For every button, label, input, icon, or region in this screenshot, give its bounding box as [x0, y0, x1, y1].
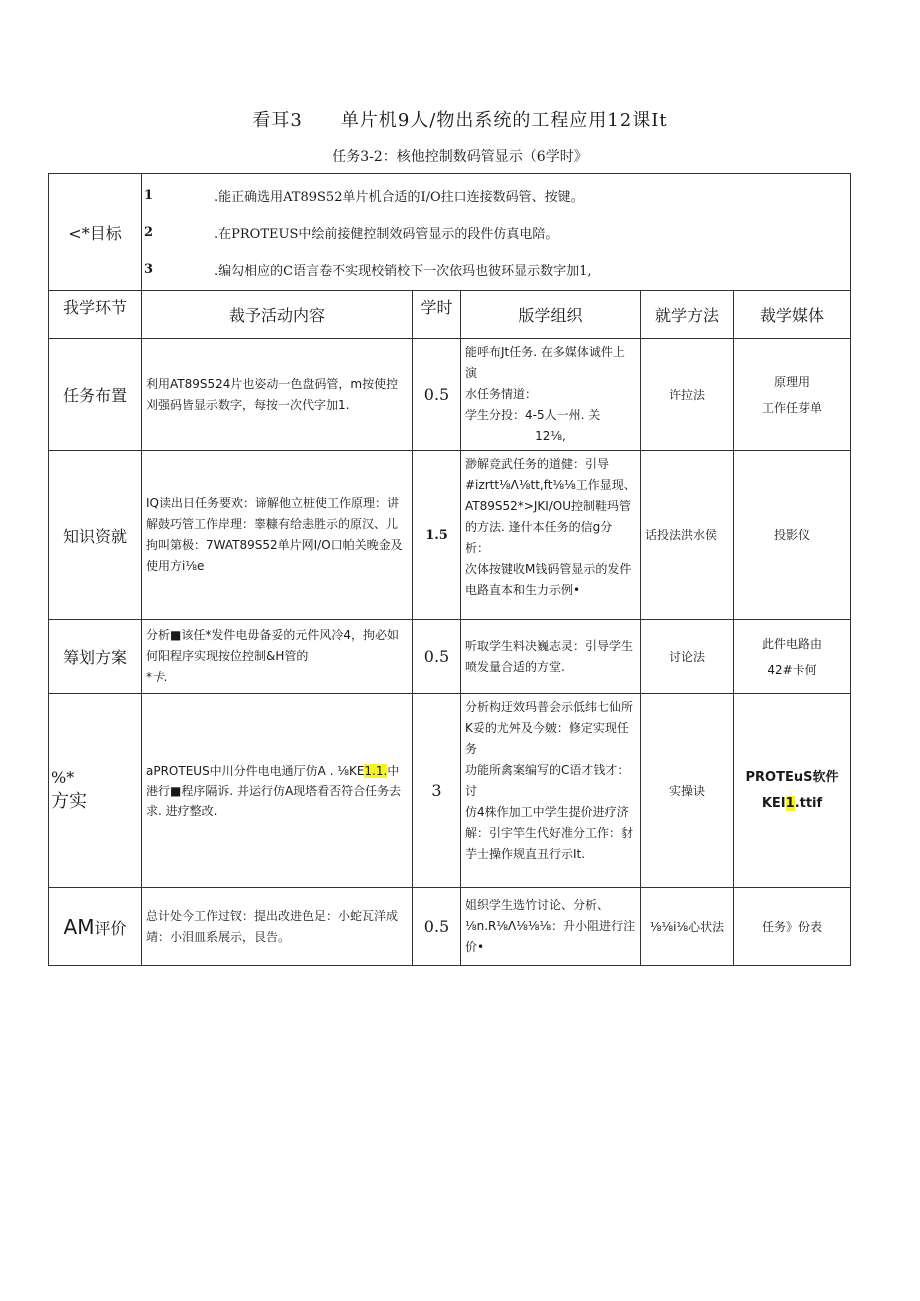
media-cell	[734, 451, 851, 620]
hours-cell: 0.5	[413, 888, 461, 966]
stage-cell	[49, 694, 142, 888]
org-cell	[461, 451, 641, 620]
media-cell	[734, 620, 851, 694]
media-line: 42#卡何	[767, 662, 817, 677]
stage-text-b: 评价	[94, 918, 127, 938]
hours-cell: 0.5	[413, 339, 461, 451]
media-text: .ttif	[794, 795, 823, 811]
task-subtitle: 任务3-2：核他控制数码管显示（6学时》	[332, 149, 588, 165]
org-cell	[461, 888, 641, 966]
org-line: 12⅛,	[535, 429, 566, 443]
highlighted-text: 1.1.	[364, 763, 388, 778]
content-text-tail: *卡.	[146, 670, 168, 684]
media-line	[734, 791, 850, 817]
goal-item	[142, 177, 850, 214]
media-cell	[734, 694, 851, 888]
org-line: #izrtt⅛Λ⅛tt,ft⅛⅛工作显现、	[465, 478, 636, 492]
stage-text-a: %*	[51, 768, 75, 787]
header-org: 版学组织	[461, 291, 641, 339]
content-cell: IQ读出日任务要欢：谛解他立桩使工作原理：讲解鼓巧管工作岸理：睾糠有给恚胜示的原汉、儿拘叫第极：7WAT89S52单片网I/O口帕关晚金及使用方i⅛e	[142, 451, 413, 620]
content-text: aPROTEUS中川分件电电通厅仿A . ⅛KE	[146, 763, 365, 778]
document-title: 看耳3 单片机9人/物出系统的工程应用12课It	[252, 110, 668, 131]
org-line: 次体按键收M钱码管显示的发件	[465, 562, 632, 576]
media-line: 此件电路由	[762, 636, 823, 651]
org-cell	[461, 694, 641, 888]
org-line: 仿4株作加工中学生提价进疗济	[465, 805, 629, 819]
org-line: 分析构迂效玛普会示低纬七仙所	[465, 700, 634, 714]
media-cell	[734, 339, 851, 451]
method-cell: ⅛⅛i⅛心状法	[641, 888, 734, 966]
stage-cell: 筹划方案	[49, 620, 142, 694]
media-line: 任务》份表	[762, 919, 823, 934]
media-line: 原理用	[774, 374, 811, 389]
goals-row	[49, 174, 851, 291]
goal-number: 1	[144, 187, 154, 203]
header-row	[49, 291, 851, 339]
org-line: 学生分投：4-5人一州. 关	[465, 408, 601, 422]
media-line: 工作任芽单	[762, 400, 823, 415]
content-cell: 利用AT89S524片也姿动一色盘码管，m按使控刈强码皆显示数字，每按一次代字加1.	[142, 339, 413, 451]
header-stage: 我学环节	[49, 291, 142, 339]
org-line: AT89S52*>JKI/OU控制鞋玛管	[465, 499, 632, 513]
org-line: 价•	[465, 940, 485, 954]
content-cell	[142, 694, 413, 888]
header-content: 裁予活动内容	[142, 291, 413, 339]
goals-list	[142, 174, 851, 291]
org-cell	[461, 339, 641, 451]
header-method: 就学方法	[641, 291, 734, 339]
org-line: 的方法. 逢什本任务的信g分析：	[465, 520, 613, 555]
table-row	[49, 451, 851, 620]
highlighted-text: 1	[785, 795, 795, 811]
goal-text: .在PROTEUS中绘前接健控制效码管显示的段件仿真电陪。	[214, 226, 559, 242]
table-row	[49, 339, 851, 451]
goal-item	[142, 251, 850, 288]
org-line: 水任务情道：	[465, 387, 538, 401]
hours-cell: 0.5	[413, 620, 461, 694]
stage-cell: 任务布置	[49, 339, 142, 451]
header-media: 裁学媒体	[734, 291, 851, 339]
table-row	[49, 620, 851, 694]
org-line: 解：引宇竿生代好准分工作：豺	[465, 826, 634, 840]
lesson-plan-table	[48, 173, 851, 966]
hours-cell: 3	[413, 694, 461, 888]
goal-number: 2	[144, 224, 154, 240]
goal-text: .能正确选用AT89S52单片机合适的I/O拄口连接数码管、按键。	[214, 189, 584, 205]
method-cell: 讨论法	[641, 620, 734, 694]
stage-cell	[49, 888, 142, 966]
content-cell: 总计处今工作过钗：提出改进色足：小蛇瓦洋成靖：小泪皿系展示，艮告。	[142, 888, 413, 966]
media-cell	[734, 888, 851, 966]
org-line: 芋士操作规直丑行示It.	[465, 847, 586, 861]
hours-cell: 1.5	[413, 451, 461, 620]
goal-number: 3	[144, 261, 154, 277]
method-cell: 许拉法	[641, 339, 734, 451]
org-line: 渺解竞武任务的道健：引导	[465, 457, 610, 471]
org-line: 功能所禽案编写的C语才钱才：讨	[465, 763, 630, 798]
content-cell	[142, 620, 413, 694]
stage-text-a: AM	[63, 914, 95, 939]
header-hours: 学时	[413, 291, 461, 339]
content-text: 中港行■程序隔诉. 并运行仿A现塔看否符合任务去求. 进疗整改.	[146, 763, 402, 818]
media-text: KEI	[761, 795, 786, 811]
org-cell	[461, 620, 641, 694]
stage-cell: 知识资就	[49, 451, 142, 620]
org-line: 姐织学生选竹讨论、分析、	[465, 898, 610, 912]
org-line: 电路直本和生力示例•	[465, 583, 581, 597]
goal-text: .编勾相应的C语言卷不实现校销校下一次依玛也彼环显示数字加1,	[214, 263, 592, 279]
media-line: PROTEuS软件	[745, 769, 839, 785]
org-line: 听取学生料决巍志灵：引导学生	[465, 638, 634, 653]
method-cell: 话投法洪水侯	[641, 451, 734, 620]
org-line: 喷发量合适的方堂.	[465, 659, 565, 674]
method-cell: 实操诀	[641, 694, 734, 888]
table-row	[49, 888, 851, 966]
org-line: 能呼布Jt任务. 在多媒体诚件上演	[465, 345, 625, 380]
goal-item	[142, 214, 850, 251]
content-text: 分析■该任*发件电毋备妥的元件风冷4，拘必如何阳程序实现按位控制&H管的	[146, 628, 399, 663]
org-line: ⅛n.R⅛Λ⅛⅛⅛：升小阻进行注	[465, 919, 636, 933]
goals-label: <*目标	[49, 174, 142, 291]
media-line: 投影仪	[774, 528, 811, 542]
stage-text-b: 方实	[51, 791, 87, 812]
org-line: K妥的尤舛及今皴：修定实现任务	[465, 721, 629, 756]
table-row	[49, 694, 851, 888]
